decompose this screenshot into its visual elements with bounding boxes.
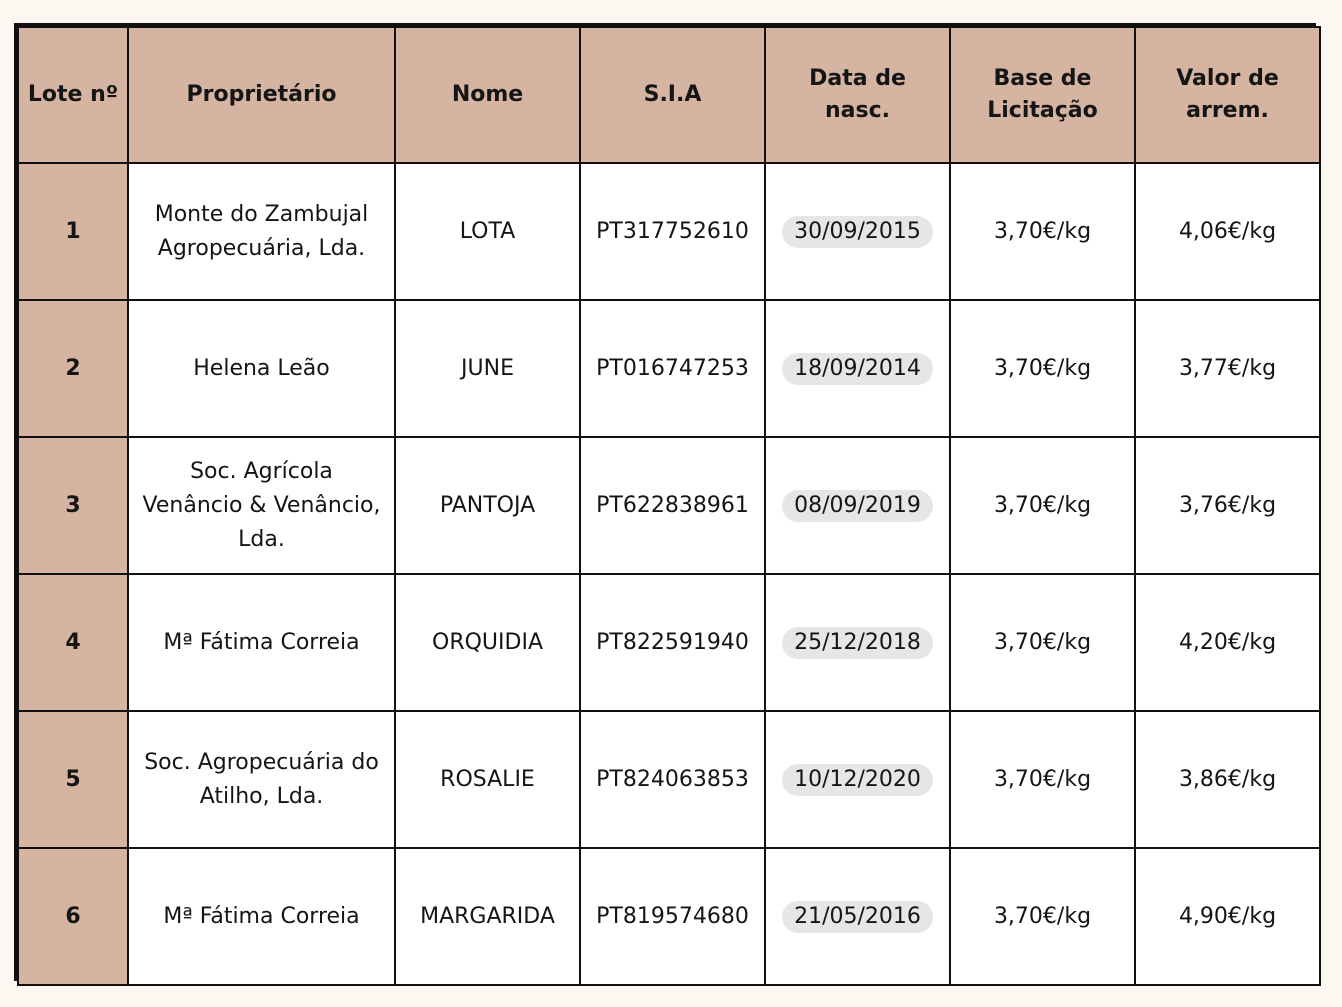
cell-nome: MARGARIDA	[395, 848, 580, 985]
cell-lote: 4	[18, 574, 128, 711]
table-row	[18, 848, 1320, 985]
cell-base-licitacao: 3,70€/kg	[950, 574, 1135, 711]
table-row	[18, 163, 1320, 300]
cell-sia: PT622838961	[580, 437, 765, 574]
cell-valor-arrem: 3,77€/kg	[1135, 300, 1320, 437]
cell-valor-arrem: 3,76€/kg	[1135, 437, 1320, 574]
cell-data-nasc	[765, 163, 950, 300]
cell-nome: JUNE	[395, 300, 580, 437]
cell-valor-arrem: 3,86€/kg	[1135, 711, 1320, 848]
date-pill: 08/09/2019	[782, 490, 933, 522]
header-sia: S.I.A	[580, 27, 765, 163]
header-valor-arrem: Valor de arrem.	[1135, 27, 1320, 163]
cell-data-nasc	[765, 711, 950, 848]
header-nome: Nome	[395, 27, 580, 163]
table-body	[18, 163, 1320, 985]
cell-nome: LOTA	[395, 163, 580, 300]
cell-proprietario: Monte do Zambujal Agropecuária, Lda.	[128, 163, 395, 300]
cell-valor-arrem: 4,90€/kg	[1135, 848, 1320, 985]
table-row	[18, 574, 1320, 711]
cell-valor-arrem: 4,20€/kg	[1135, 574, 1320, 711]
cell-proprietario: Mª Fátima Correia	[128, 848, 395, 985]
cell-sia: PT824063853	[580, 711, 765, 848]
header-data-nasc: Data de nasc.	[765, 27, 950, 163]
table-row	[18, 437, 1320, 574]
cell-sia: PT016747253	[580, 300, 765, 437]
auction-results-table-frame	[14, 23, 1316, 981]
cell-base-licitacao: 3,70€/kg	[950, 437, 1135, 574]
cell-sia: PT819574680	[580, 848, 765, 985]
auction-results-table	[17, 26, 1321, 986]
cell-proprietario: Soc. Agrícola Venâncio & Venâncio, Lda.	[128, 437, 395, 574]
cell-base-licitacao: 3,70€/kg	[950, 848, 1135, 985]
cell-base-licitacao: 3,70€/kg	[950, 300, 1135, 437]
table-header	[18, 27, 1320, 163]
cell-proprietario: Mª Fátima Correia	[128, 574, 395, 711]
cell-nome: ROSALIE	[395, 711, 580, 848]
date-pill: 18/09/2014	[782, 353, 933, 385]
cell-lote: 5	[18, 711, 128, 848]
header-proprietario: Proprietário	[128, 27, 395, 163]
header-row	[18, 27, 1320, 163]
cell-nome: PANTOJA	[395, 437, 580, 574]
cell-nome: ORQUIDIA	[395, 574, 580, 711]
cell-base-licitacao: 3,70€/kg	[950, 711, 1135, 848]
cell-proprietario: Soc. Agropecuária do Atilho, Lda.	[128, 711, 395, 848]
date-pill: 30/09/2015	[782, 216, 933, 248]
cell-data-nasc	[765, 848, 950, 985]
cell-data-nasc	[765, 574, 950, 711]
date-pill: 10/12/2020	[782, 764, 933, 796]
header-base-licitacao: Base de Licitação	[950, 27, 1135, 163]
cell-valor-arrem: 4,06€/kg	[1135, 163, 1320, 300]
cell-lote: 2	[18, 300, 128, 437]
table-row	[18, 711, 1320, 848]
cell-data-nasc	[765, 437, 950, 574]
table-row	[18, 300, 1320, 437]
cell-data-nasc	[765, 300, 950, 437]
cell-sia: PT317752610	[580, 163, 765, 300]
cell-lote: 3	[18, 437, 128, 574]
cell-lote: 1	[18, 163, 128, 300]
date-pill: 25/12/2018	[782, 627, 933, 659]
date-pill: 21/05/2016	[782, 901, 933, 933]
cell-proprietario: Helena Leão	[128, 300, 395, 437]
cell-base-licitacao: 3,70€/kg	[950, 163, 1135, 300]
header-lote: Lote nº	[18, 27, 128, 163]
cell-lote: 6	[18, 848, 128, 985]
cell-sia: PT822591940	[580, 574, 765, 711]
